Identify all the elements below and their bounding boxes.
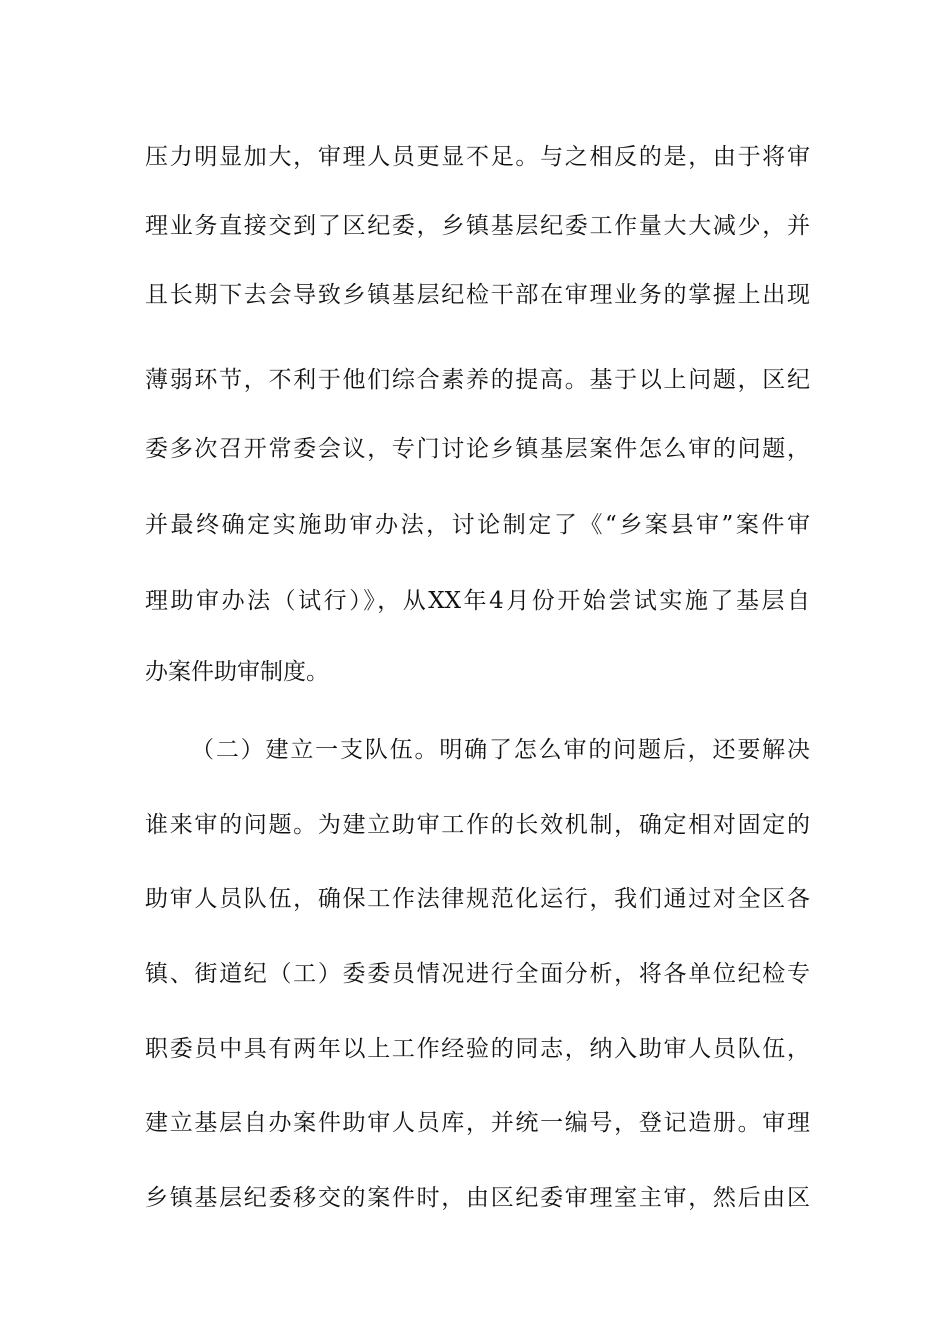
text-line: 乡镇基层纪委移交的案件时，由区纪委审理室主审，然后由区 (145, 1185, 810, 1211)
text-line: 办案件助审制度。 (145, 659, 329, 685)
text-line: 压力明显加大，审理人员更显不足。与之相反的是，由于将审 (145, 144, 810, 170)
text-line: 委多次召开常委会议，专门讨论乡镇基层案件怎么审的问题， (145, 436, 810, 462)
text-line: 镇、街道纪（工）委委员情况进行全面分析，将各单位纪检专 (145, 961, 810, 987)
text-line: 谁来审的问题。为建立助审工作的长效机制，确定相对固定的 (145, 812, 810, 838)
text-line: 理业务直接交到了区纪委，乡镇基层纪委工作量大大减少，并 (145, 213, 810, 239)
text-line: 建立基层自办案件助审人员库，并统一编号，登记造册。审理 (145, 1110, 810, 1136)
text-line: 理助审办法（试行）》，从XX年4月份开始尝试实施了基层自 (145, 588, 810, 614)
text-line: 薄弱环节，不利于他们综合素养的提高。基于以上问题，区纪 (145, 367, 810, 393)
text-line: 并最终确定实施助审办法，讨论制定了《“乡案县审”案件审 (145, 512, 810, 538)
text-line: 且长期下去会导致乡镇基层纪检干部在审理业务的掌握上出现 (145, 282, 810, 308)
text-line: 助审人员队伍，确保工作法律规范化运行，我们通过对全区各 (145, 886, 810, 912)
text-line: 职委员中具有两年以上工作经验的同志，纳入助审人员队伍， (145, 1036, 810, 1062)
text-line: （二）建立一支队伍。明确了怎么审的问题后，还要解决 (191, 737, 810, 763)
